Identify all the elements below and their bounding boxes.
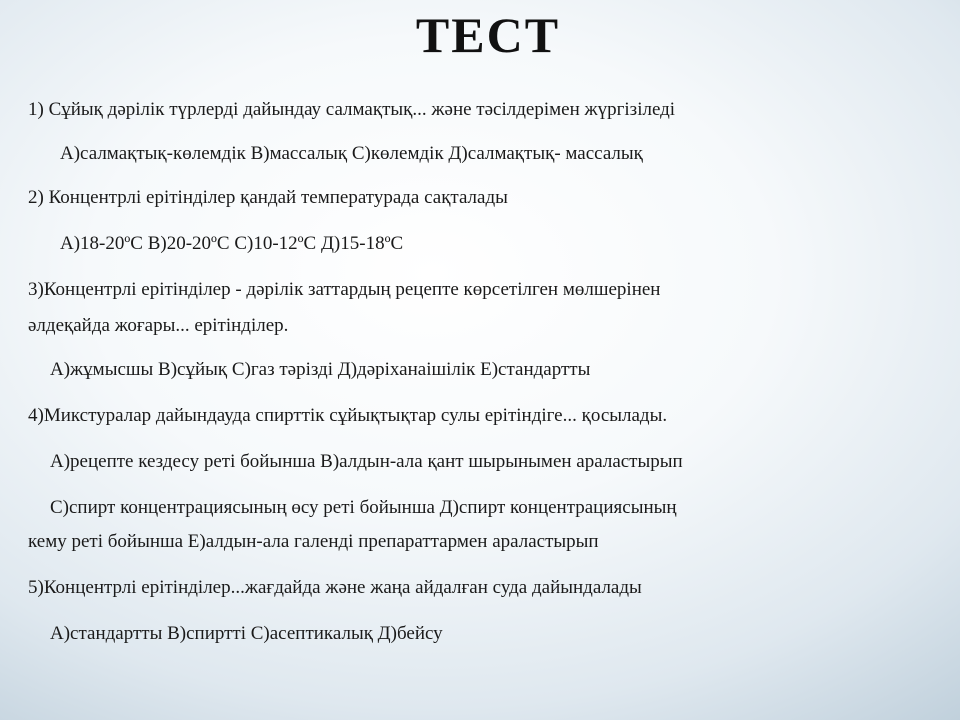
- question-4-options-line-1: А)рецепте кездесу реті бойынша В)алдын-ала қант шырынымен араластырып: [50, 451, 683, 472]
- question-4-options-line-2: С)спирт концентрациясының өсу реті бойынша Д)спирт концентрациясының: [50, 497, 677, 518]
- question-4-text: 4)Микстуралар дайындауда спирттік сұйықтықтар сулы ерітіндіге... қосылады.: [28, 405, 668, 426]
- question-5-text: 5)Концентрлі ерітінділер...жағдайда және жаңа айдалған суда дайындалады: [28, 577, 642, 598]
- question-1-text: 1) Сұйық дәрілік түрлерді дайындау салмақтық... және тәсілдерімен жүргізіледі: [28, 99, 676, 120]
- question-3-options: А)жұмысшы В)сұйық С)газ тәрізді Д)дәріханаішілік Е)стандартты: [50, 359, 591, 380]
- question-1-options: А)салмақтық-көлемдік В)массалық С)көлемдік Д)салмақтық- массалық: [60, 143, 643, 164]
- question-2-text: 2) Концентрлі ерітінділер қандай температурада сақталады: [28, 187, 508, 208]
- question-4-options-line-3: кему реті бойынша Е)алдын-ала галенді препараттармен араластырып: [28, 531, 599, 552]
- question-3-text-line-1: 3)Концентрлі ерітінділер - дәрілік заттардың рецепте көрсетілген мөлшерінен: [28, 279, 661, 300]
- question-3-text-line-2: әлдеқайда жоғары... ерітінділер.: [28, 315, 289, 336]
- question-2-options: А)18-20ºС В)20-20ºС С)10-12ºС Д)15-18ºС: [60, 233, 404, 254]
- question-5-options: А)стандартты В)спиртті С)асептикалық Д)бейсу: [50, 623, 443, 644]
- slide-title: ТЕСТ: [415, 7, 561, 63]
